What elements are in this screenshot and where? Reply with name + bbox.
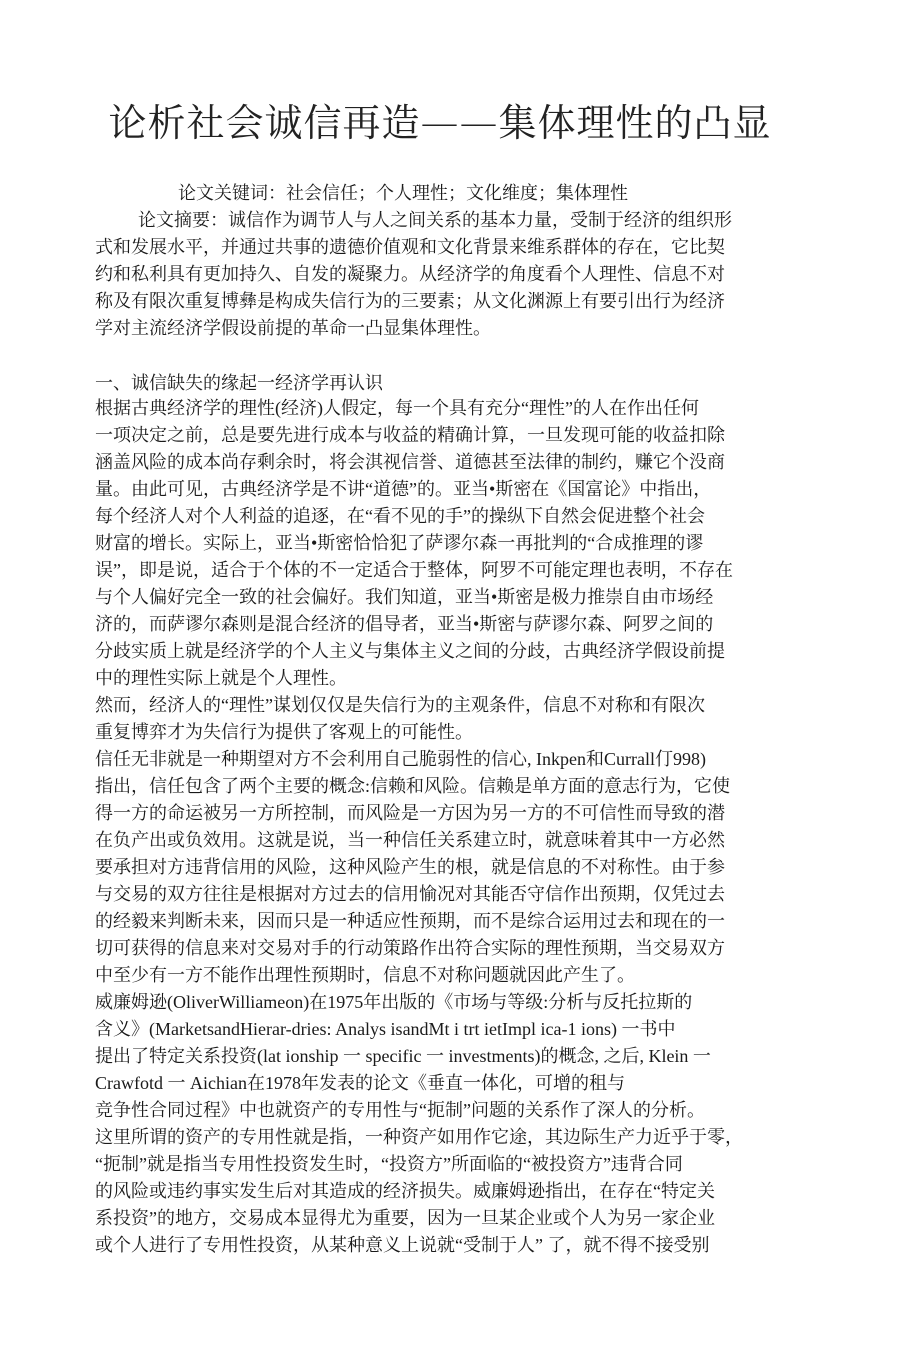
body-line: 误”，即是说，适合于个体的不一定适合于整体，阿罗不可能定理也表明，不存在 <box>95 560 733 580</box>
body-line: Crawfotd 一 Aichian在1978年发表的论文《垂直一体化，可增的租与 <box>95 1073 625 1093</box>
body-line: 系投资”的地方，交易成本显得尤为重要，因为一旦某企业或个人为另一家企业 <box>95 1208 715 1228</box>
body-line: 根据古典经济学的理性(经济)人假定，每一个具有充分“理性”的人在作出任何 <box>95 398 699 418</box>
body-line: 切可获得的信息来对交易对手的行动策路作出符合实际的理性预期，当交易双方 <box>95 938 725 958</box>
keywords-line: 论文关键词：社会信任；个人理性；文化维度；集体理性 <box>178 183 628 203</box>
body-line: 量。由此可见，古典经济学是不讲“道德”的。亚当•斯密在《国富论》中指出， <box>95 479 712 499</box>
body-line: 的风险或违约事实发生后对其造成的经济损失。威廉姆逊指出，在存在“特定关 <box>95 1181 715 1201</box>
abstract-line: 式和发展水平，并通过共事的遗德价值观和文化背景来维系群体的存在，它比契 <box>95 237 725 257</box>
body-line: “扼制”就是指当专用性投资发生时，“投资方”所面临的“被投资方”违背合同 <box>95 1154 683 1174</box>
body-line: 中至少有一方不能作出理性预期时，信息不对称问题就因此产生了。 <box>95 965 635 985</box>
document-title: 论析社会诚信再造——集体理性的凸显 <box>108 101 772 145</box>
body-line: 与个人偏好完全一致的社会偏好。我们知道，亚当•斯密是极力推崇自由市场经 <box>95 587 714 607</box>
body-line: 的经毅来判断未来，因而只是一种适应性预期，而不是综合运用过去和现在的一 <box>95 911 725 931</box>
body-line: 与交易的双方往往是根据对方过去的信用愉况对其能否守信作出预期，仅凭过去 <box>95 884 725 904</box>
body-line: 分歧实质上就是经济学的个人主义与集体主义之间的分歧，古典经济学假设前提 <box>95 641 725 661</box>
body-line: 一项决定之前，总是要先进行成本与收益的精确计算，一旦发现可能的收益扣除 <box>95 425 725 445</box>
abstract-line: 称及有限次重复博彝是构成失信行为的三要素；从文化渊源上有要引出行为经济 <box>95 291 725 311</box>
abstract-line: 论文摘要：诚信作为调节人与人之间关系的基本力量，受制于经济的组织形 <box>138 210 732 230</box>
body-line: 威廉姆逊(OliverWilliameon)在1975年出版的《市场与等级:分析与反托拉斯的 <box>95 992 693 1012</box>
body-line: 信任无非就是一种期望对方不会利用自己脆弱性的信心, Inkpen和Currall仃998) <box>95 749 706 769</box>
body-line: 或个人进行了专用性投资，从某种意义上说就“受制于人” 了，就不得不接受别 <box>95 1235 710 1255</box>
body-line: 含义》(MarketsandHierar-dries: Analys isandMt i trt ietImpl ica-1 ions) 一书中 <box>95 1019 676 1039</box>
abstract-line: 约和私利具有更加持久、自发的凝聚力。从经济学的角度看个人理性、信息不对 <box>95 264 725 284</box>
abstract <box>95 207 795 342</box>
body-line: 在负产出或负效用。这就是说，当一种信任关系建立时，就意味着其中一方必然 <box>95 830 725 850</box>
section-heading: 一、诚信缺失的缘起一经济学再认识 <box>95 373 383 393</box>
body-line: 得一方的命运被另一方所控制，而风险是一方因为另一方的不可信性而导致的潜 <box>95 803 725 823</box>
body-line: 提出了特定关系投资(lat ionship 一 specific 一 investments)的概念, 之后, Klein 一 <box>95 1046 711 1066</box>
body-line: 竞争性合同过程》中也就资产的专用性与“扼制”问题的关系作了深人的分析。 <box>95 1100 705 1120</box>
body-line: 济的，而萨谬尔森则是混合经济的倡导者，亚当•斯密与萨谬尔森、阿罗之间的 <box>95 614 714 634</box>
body-line: 然而，经济人的“理性”谋划仅仅是失信行为的主观条件，信息不对称和有限次 <box>95 695 705 715</box>
body-text <box>95 395 795 1259</box>
body-line: 财富的增长。实际上，亚当•斯密恰恰犯了萨谬尔森一再批判的“合成推理的谬 <box>95 533 704 553</box>
body-line: 中的理性实际上就是个人理性。 <box>95 668 347 688</box>
body-line: 重复博弈才为失信行为提供了客观上的可能性。 <box>95 722 473 742</box>
body-line: 这里所谓的资产的专用性就是指，一种资产如用作它途，其边际生产力近乎于零， <box>95 1127 743 1147</box>
body-line: 指出，信任包含了两个主要的概念:信赖和风险。信赖是单方面的意志行为，它使 <box>95 776 730 796</box>
body-line: 要承担对方违背信用的风险，这种风险产生的根，就是信息的不对称性。由于参 <box>95 857 725 877</box>
body-line: 涵盖风险的成本尚存剩余时，将会淇视信誉、道德甚至法律的制约，赚它个没商 <box>95 452 725 472</box>
abstract-line: 学对主流经济学假设前提的革命一凸显集体理性。 <box>95 318 491 338</box>
body-line: 每个经济人对个人利益的追逐，在“看不见的手”的操纵下自然会促进整个社会 <box>95 506 705 526</box>
